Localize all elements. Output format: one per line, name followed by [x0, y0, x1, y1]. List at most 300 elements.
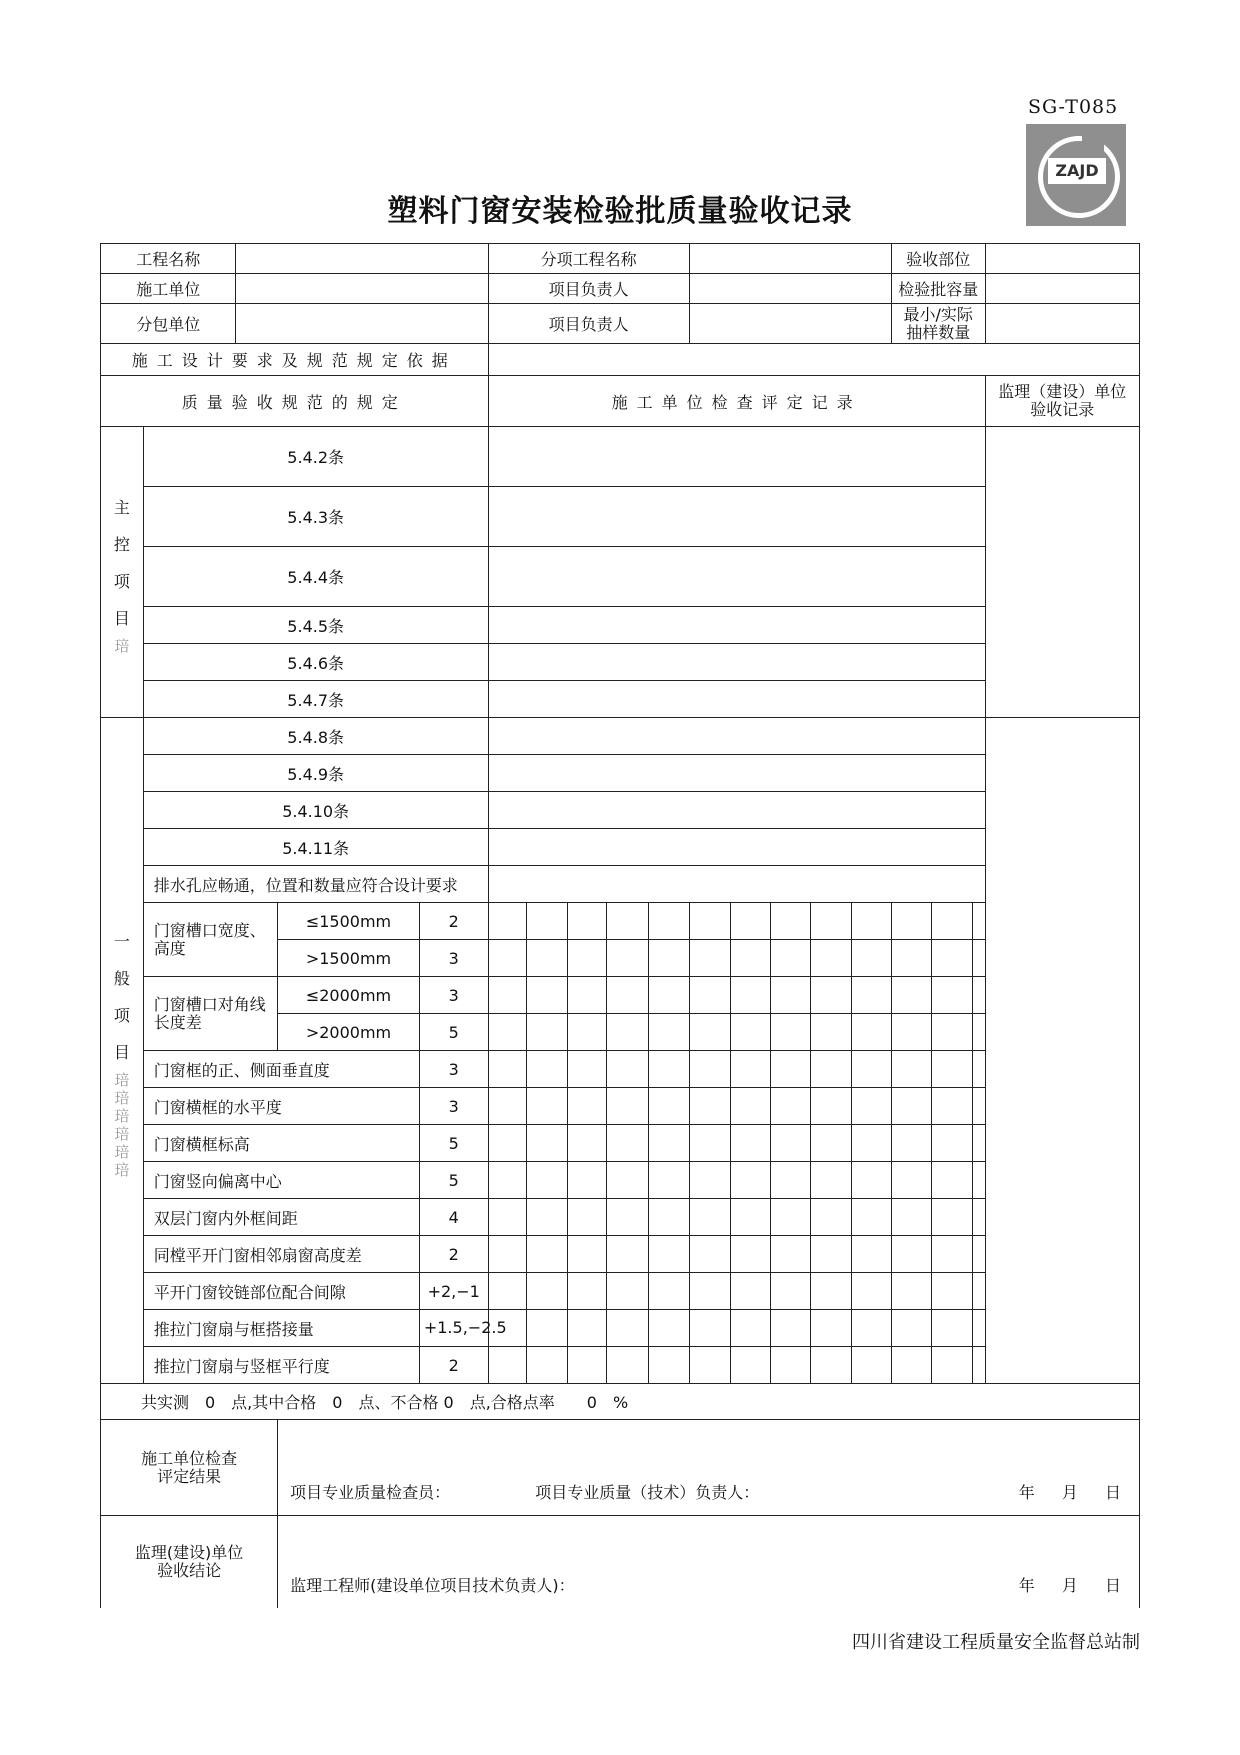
- measure-cell[interactable]: [810, 940, 852, 977]
- general-label-glyph: 琣: [114, 1088, 130, 1107]
- measure-cell[interactable]: [488, 1273, 527, 1310]
- measure-cell[interactable]: [932, 1347, 973, 1384]
- measured-item: 门窗横框的水平度: [143, 1088, 419, 1125]
- measure-cell[interactable]: [649, 1273, 690, 1310]
- summary-row: [101, 1384, 1140, 1420]
- footer-issuer: 四川省建设工程质量安全监督总站制: [852, 1632, 1140, 1653]
- supervisor-eval-content[interactable]: [278, 1516, 1140, 1608]
- measure-cell[interactable]: [770, 1088, 810, 1125]
- general-item-row: [101, 829, 1140, 866]
- measure-cell[interactable]: [932, 940, 973, 977]
- general-item-row: [101, 755, 1140, 792]
- measure-cell[interactable]: [689, 1051, 731, 1088]
- construction-eval-label-1: 施工单位检查: [141, 1448, 238, 1468]
- measure-cell[interactable]: [852, 903, 892, 940]
- measure-cell[interactable]: [649, 1310, 690, 1347]
- general-label-glyph: 琣: [114, 1106, 130, 1125]
- measure-cell[interactable]: [891, 1162, 932, 1199]
- spec-column-header: 质量验收规范的规定: [101, 376, 489, 427]
- measure-cell[interactable]: [649, 903, 690, 940]
- measure-cell[interactable]: [973, 1310, 986, 1347]
- main-item-row: [101, 644, 1140, 681]
- measure-cell[interactable]: [527, 1236, 568, 1273]
- measure-cell[interactable]: [607, 903, 649, 940]
- measure-cell[interactable]: [891, 977, 932, 1014]
- measure-cell[interactable]: [810, 1014, 852, 1051]
- measure-cell[interactable]: [527, 1088, 568, 1125]
- tolerance-value: +1.5,−2.5: [419, 1310, 488, 1347]
- measure-cell[interactable]: [810, 1347, 852, 1384]
- measure-cell[interactable]: [852, 940, 892, 977]
- measure-cell[interactable]: [689, 1162, 731, 1199]
- measure-cell[interactable]: [689, 1014, 731, 1051]
- batch-capacity-label: 检验批容量: [891, 274, 985, 304]
- measure-cell[interactable]: [527, 1199, 568, 1236]
- main-item-row: [101, 607, 1140, 644]
- measure-cell[interactable]: [852, 977, 892, 1014]
- measure-cell[interactable]: [567, 1199, 607, 1236]
- main-item-clause: 5.4.3条: [143, 487, 488, 547]
- sample-count-label: [891, 304, 985, 344]
- measure-cell[interactable]: [731, 1273, 771, 1310]
- measure-cell[interactable]: [527, 1310, 568, 1347]
- measure-cell[interactable]: [649, 940, 690, 977]
- main-item-record[interactable]: [488, 681, 985, 718]
- measure-cell[interactable]: [488, 1199, 527, 1236]
- measure-cell[interactable]: [770, 1162, 810, 1199]
- measure-cell[interactable]: [731, 1051, 771, 1088]
- project-name-value[interactable]: [236, 244, 488, 274]
- measure-cell[interactable]: [770, 1051, 810, 1088]
- general-item-clause: 5.4.8条: [143, 718, 488, 755]
- general-item-clause: 5.4.11条: [143, 829, 488, 866]
- measure-cell[interactable]: [527, 940, 568, 977]
- measure-cell[interactable]: [852, 1236, 892, 1273]
- measure-cell[interactable]: [852, 1051, 892, 1088]
- tolerance-value: 4: [419, 1199, 488, 1236]
- measure-cell[interactable]: [932, 1125, 973, 1162]
- measure-cell[interactable]: [649, 1125, 690, 1162]
- measure-cell[interactable]: [973, 1273, 986, 1310]
- batch-capacity-value[interactable]: [985, 274, 1139, 304]
- range-label: ≤2000mm: [278, 977, 420, 1014]
- measure-cell[interactable]: [689, 977, 731, 1014]
- measure-cell[interactable]: [731, 977, 771, 1014]
- measure-cell[interactable]: [488, 1236, 527, 1273]
- groove-width-label: 门窗槽口宽度、高度: [143, 903, 277, 977]
- main-item-clause: 5.4.4条: [143, 547, 488, 607]
- measure-cell[interactable]: [649, 1088, 690, 1125]
- measure-cell[interactable]: [527, 1051, 568, 1088]
- general-item-clause: 5.4.10条: [143, 792, 488, 829]
- measure-cell[interactable]: [891, 1236, 932, 1273]
- measure-cell[interactable]: [973, 940, 986, 977]
- measured-row: [101, 1199, 1140, 1236]
- measure-cell[interactable]: [649, 1014, 690, 1051]
- measure-cell[interactable]: [649, 1347, 690, 1384]
- tolerance-value: +2,−1: [419, 1273, 488, 1310]
- measure-cell[interactable]: [689, 1347, 731, 1384]
- measured-row: [101, 1236, 1140, 1273]
- measure-cell[interactable]: [932, 1162, 973, 1199]
- measure-cell[interactable]: [810, 1051, 852, 1088]
- measure-cell[interactable]: [770, 1014, 810, 1051]
- measure-cell[interactable]: [770, 1199, 810, 1236]
- measure-cell[interactable]: [527, 1347, 568, 1384]
- acceptance-form: [100, 243, 1140, 1608]
- measure-cell[interactable]: [607, 1236, 649, 1273]
- main-item-clause: 5.4.6条: [143, 644, 488, 681]
- document-code: SG-T085: [1028, 96, 1119, 118]
- project-manager-value[interactable]: [689, 274, 891, 304]
- measure-cell[interactable]: [973, 903, 986, 940]
- measure-cell[interactable]: [567, 977, 607, 1014]
- measured-item: 推拉门窗扇与竖框平行度: [143, 1347, 419, 1384]
- measure-cell[interactable]: [973, 1125, 986, 1162]
- tolerance-value: 3: [419, 977, 488, 1014]
- measure-cell[interactable]: [567, 1347, 607, 1384]
- measure-cell[interactable]: [607, 1051, 649, 1088]
- measure-cell[interactable]: [770, 940, 810, 977]
- measure-cell[interactable]: [527, 1014, 568, 1051]
- measure-cell[interactable]: [689, 940, 731, 977]
- measure-cell[interactable]: [932, 1014, 973, 1051]
- project-manager-label: 项目负责人: [488, 274, 689, 304]
- measure-cell[interactable]: [607, 1310, 649, 1347]
- measure-cell[interactable]: [973, 1162, 986, 1199]
- general-label-char: 项: [113, 1005, 130, 1025]
- measure-cell[interactable]: [810, 1162, 852, 1199]
- measure-cell[interactable]: [649, 977, 690, 1014]
- tolerance-value: 2: [419, 903, 488, 940]
- sub-project-value[interactable]: [689, 244, 891, 274]
- groove-diagonal-label: 门窗槽口对角线长度差: [143, 977, 277, 1051]
- measure-cell[interactable]: [649, 1051, 690, 1088]
- general-item-record[interactable]: [488, 792, 985, 829]
- measure-cell[interactable]: [689, 903, 731, 940]
- measure-cell[interactable]: [852, 1310, 892, 1347]
- page-title: 塑料门窗安装检验批质量验收记录: [387, 194, 853, 229]
- main-item-record[interactable]: [488, 607, 985, 644]
- tolerance-value: 3: [419, 1051, 488, 1088]
- measure-cell[interactable]: [567, 1310, 607, 1347]
- measure-cell[interactable]: [810, 1088, 852, 1125]
- measure-cell[interactable]: [607, 977, 649, 1014]
- measured-row: [101, 1051, 1140, 1088]
- measure-cell[interactable]: [488, 1051, 527, 1088]
- measured-row: [101, 977, 1140, 1014]
- year-label: 年: [1018, 1575, 1035, 1595]
- measure-cell[interactable]: [852, 1088, 892, 1125]
- supervisor-header-line-2: 验收记录: [1030, 400, 1095, 419]
- drain-requirement: 排水孔应畅通，位置和数量应符合设计要求: [143, 866, 488, 903]
- general-item-clause: 5.4.9条: [143, 755, 488, 792]
- measured-item: 推拉门窗扇与框搭接量: [143, 1310, 419, 1347]
- measure-cell[interactable]: [527, 1162, 568, 1199]
- main-label-char: 项: [113, 572, 130, 591]
- measure-cell[interactable]: [649, 1199, 690, 1236]
- measure-cell[interactable]: [689, 1236, 731, 1273]
- tolerance-value: 5: [419, 1162, 488, 1199]
- measure-cell[interactable]: [488, 1347, 527, 1384]
- general-supervisor-record[interactable]: [985, 718, 1139, 1384]
- supervisor-header-line-1: 监理（建设）单位: [998, 382, 1127, 401]
- measure-cell[interactable]: [527, 903, 568, 940]
- tech-lead-label: 项目专业质量（技术）负责人：: [535, 1483, 760, 1502]
- project-manager-label-2: 项目负责人: [488, 304, 689, 344]
- measure-cell[interactable]: [891, 1088, 932, 1125]
- measure-cell[interactable]: [810, 1310, 852, 1347]
- measure-cell[interactable]: [932, 903, 973, 940]
- measure-cell[interactable]: [932, 1088, 973, 1125]
- measure-cell[interactable]: [973, 1014, 986, 1051]
- project-manager-value-2[interactable]: [689, 304, 891, 344]
- measure-cell[interactable]: [891, 903, 932, 940]
- measure-cell[interactable]: [731, 1236, 771, 1273]
- measure-cell[interactable]: [567, 1162, 607, 1199]
- construction-unit-label: 施工单位: [101, 274, 236, 304]
- sub-contractor-value[interactable]: [236, 304, 488, 344]
- general-item-row: [101, 866, 1140, 903]
- measure-cell[interactable]: [607, 1088, 649, 1125]
- measure-cell[interactable]: [810, 1273, 852, 1310]
- main-supervisor-record[interactable]: [985, 427, 1139, 718]
- measure-cell[interactable]: [567, 903, 607, 940]
- general-item-record[interactable]: [488, 829, 985, 866]
- sub-project-label: 分项工程名称: [488, 244, 689, 274]
- measure-cell[interactable]: [810, 977, 852, 1014]
- measure-cell[interactable]: [891, 1310, 932, 1347]
- measured-item: 门窗框的正、侧面垂直度: [143, 1051, 419, 1088]
- general-label-glyph: 琣: [114, 1160, 130, 1179]
- column-header-row: [101, 376, 1140, 427]
- main-item-record[interactable]: [488, 547, 985, 607]
- measure-cell[interactable]: [770, 1310, 810, 1347]
- tolerance-value: 2: [419, 1236, 488, 1273]
- supervisor-column-header: [985, 376, 1139, 427]
- tolerance-value: 5: [419, 1125, 488, 1162]
- measure-cell[interactable]: [852, 1125, 892, 1162]
- measure-cell[interactable]: [973, 1236, 986, 1273]
- measure-cell[interactable]: [852, 1347, 892, 1384]
- measure-cell[interactable]: [932, 977, 973, 1014]
- measure-cell[interactable]: [770, 1273, 810, 1310]
- main-item-record[interactable]: [488, 487, 985, 547]
- general-item-row: [101, 718, 1140, 755]
- measure-cell[interactable]: [567, 1273, 607, 1310]
- measure-cell[interactable]: [852, 1014, 892, 1051]
- supervisor-eval-label-1: 监理(建设)单位: [134, 1542, 244, 1562]
- measure-cell[interactable]: [689, 1125, 731, 1162]
- month-label: 月: [1061, 1483, 1078, 1502]
- main-label-glyph: 琣: [114, 637, 130, 655]
- measure-cell[interactable]: [932, 1236, 973, 1273]
- measure-cell[interactable]: [649, 1236, 690, 1273]
- general-item-record[interactable]: [488, 755, 985, 792]
- measure-cell[interactable]: [488, 1162, 527, 1199]
- measure-cell[interactable]: [731, 1347, 771, 1384]
- main-item-clause: 5.4.7条: [143, 681, 488, 718]
- measure-cell[interactable]: [731, 1199, 771, 1236]
- measured-item: 同樘平开门窗相邻扇窗高度差: [143, 1236, 419, 1273]
- construction-unit-value[interactable]: [236, 274, 488, 304]
- measure-cell[interactable]: [770, 903, 810, 940]
- supervisor-eval-row: [101, 1516, 1140, 1608]
- measure-cell[interactable]: [607, 1273, 649, 1310]
- measure-cell[interactable]: [973, 1347, 986, 1384]
- measure-cell[interactable]: [689, 1199, 731, 1236]
- measure-cell[interactable]: [973, 977, 986, 1014]
- measure-cell[interactable]: [770, 977, 810, 1014]
- measure-cell[interactable]: [689, 1088, 731, 1125]
- measure-cell[interactable]: [852, 1162, 892, 1199]
- measure-cell[interactable]: [607, 1125, 649, 1162]
- general-label-glyph: 琣: [114, 1124, 130, 1143]
- general-label-glyph: 琣: [114, 1142, 130, 1161]
- measure-cell[interactable]: [488, 977, 527, 1014]
- measure-cell[interactable]: [731, 903, 771, 940]
- construction-eval-content[interactable]: [278, 1420, 1140, 1516]
- sample-count-value[interactable]: [985, 304, 1139, 344]
- header-row-2: [101, 274, 1140, 304]
- basis-label: 施工设计要求及规范规定依据: [101, 344, 489, 376]
- supervisor-eval-label-2: 验收结论: [157, 1560, 222, 1580]
- measure-cell[interactable]: [731, 1162, 771, 1199]
- main-item-row: [101, 547, 1140, 607]
- measure-cell[interactable]: [689, 1310, 731, 1347]
- measure-cell[interactable]: [731, 1014, 771, 1051]
- measure-cell[interactable]: [891, 1051, 932, 1088]
- measure-cell[interactable]: [731, 1088, 771, 1125]
- range-label: >1500mm: [278, 940, 420, 977]
- main-label-char: 目: [113, 609, 130, 628]
- sample-label-line-1: 最小/实际: [903, 304, 973, 324]
- measure-cell[interactable]: [891, 1125, 932, 1162]
- measure-cell[interactable]: [731, 940, 771, 977]
- engineer-label: 监理工程师(建设单位项目技术负责人)：: [290, 1575, 575, 1595]
- main-item-record[interactable]: [488, 427, 985, 487]
- measure-cell[interactable]: [810, 1236, 852, 1273]
- acceptance-part-value[interactable]: [985, 244, 1139, 274]
- construction-eval-label: [101, 1420, 278, 1516]
- measured-row: [101, 1162, 1140, 1199]
- measure-cell[interactable]: [567, 1051, 607, 1088]
- measure-cell[interactable]: [607, 940, 649, 977]
- record-column-header: 施工单位检查评定记录: [488, 376, 985, 427]
- basis-row: [101, 344, 1140, 376]
- measure-cell[interactable]: [607, 1347, 649, 1384]
- supervisor-date: [997, 1573, 1121, 1596]
- measure-cell[interactable]: [488, 903, 527, 940]
- logo-text: ZAJD: [1048, 158, 1106, 184]
- measured-item: 门窗横框标高: [143, 1125, 419, 1162]
- general-item-record[interactable]: [488, 718, 985, 755]
- measure-cell[interactable]: [567, 940, 607, 977]
- main-item-record[interactable]: [488, 644, 985, 681]
- tolerance-value: 2: [419, 1347, 488, 1384]
- header-row-3: [101, 304, 1140, 344]
- measured-row: [101, 1273, 1140, 1310]
- project-name-label: 工程名称: [101, 244, 236, 274]
- tolerance-value: 5: [419, 1014, 488, 1051]
- measure-cell[interactable]: [973, 1051, 986, 1088]
- measure-cell[interactable]: [527, 977, 568, 1014]
- sub-contractor-label: 分包单位: [101, 304, 236, 344]
- construction-eval-row: [101, 1420, 1140, 1516]
- measure-cell[interactable]: [932, 1051, 973, 1088]
- measure-cell[interactable]: [649, 1162, 690, 1199]
- basis-value[interactable]: [488, 344, 1139, 376]
- measure-cell[interactable]: [932, 1310, 973, 1347]
- main-label-char: 主: [113, 498, 130, 517]
- day-label: 日: [1104, 1483, 1121, 1502]
- main-item-row: [101, 487, 1140, 547]
- main-item-clause: 5.4.2条: [143, 427, 488, 487]
- measured-row: [101, 1125, 1140, 1162]
- measure-cell[interactable]: [567, 1125, 607, 1162]
- header-row-1: [101, 244, 1140, 274]
- measure-cell[interactable]: [852, 1273, 892, 1310]
- measured-item: 平开门窗铰链部位配合间隙: [143, 1273, 419, 1310]
- measure-cell[interactable]: [973, 1199, 986, 1236]
- measure-cell[interactable]: [891, 1199, 932, 1236]
- measure-cell[interactable]: [891, 1014, 932, 1051]
- day-label: 日: [1104, 1575, 1121, 1595]
- measure-cell[interactable]: [607, 1199, 649, 1236]
- measure-cell[interactable]: [891, 940, 932, 977]
- measure-cell[interactable]: [932, 1199, 973, 1236]
- measure-cell[interactable]: [932, 1273, 973, 1310]
- inspector-label: 项目专业质量检查员：: [290, 1483, 451, 1502]
- range-label: >2000mm: [278, 1014, 420, 1051]
- measure-cell[interactable]: [567, 1236, 607, 1273]
- measured-row: [101, 1310, 1140, 1347]
- year-label: 年: [1018, 1483, 1035, 1502]
- measure-cell[interactable]: [488, 1088, 527, 1125]
- general-item-record[interactable]: [488, 866, 985, 903]
- measure-cell[interactable]: [567, 1088, 607, 1125]
- measure-cell[interactable]: [527, 1125, 568, 1162]
- acceptance-part-label: 验收部位: [891, 244, 985, 274]
- measure-cell[interactable]: [973, 1088, 986, 1125]
- measure-cell[interactable]: [770, 1236, 810, 1273]
- measure-cell[interactable]: [810, 1125, 852, 1162]
- measure-cell[interactable]: [488, 940, 527, 977]
- measure-cell[interactable]: [852, 1199, 892, 1236]
- main-item-clause: 5.4.5条: [143, 607, 488, 644]
- measure-cell[interactable]: [770, 1347, 810, 1384]
- general-label-char: 般: [113, 968, 130, 988]
- general-item-row: [101, 792, 1140, 829]
- measure-cell[interactable]: [731, 1125, 771, 1162]
- tolerance-value: 3: [419, 940, 488, 977]
- measure-cell[interactable]: [607, 1162, 649, 1199]
- main-item-row: [101, 681, 1140, 718]
- measure-cell[interactable]: [488, 1125, 527, 1162]
- measure-cell[interactable]: [689, 1273, 731, 1310]
- measure-cell[interactable]: [607, 1014, 649, 1051]
- measure-cell[interactable]: [810, 903, 852, 940]
- measure-cell[interactable]: [567, 1014, 607, 1051]
- measure-cell[interactable]: [891, 1347, 932, 1384]
- measure-cell[interactable]: [527, 1273, 568, 1310]
- measure-cell[interactable]: [810, 1199, 852, 1236]
- measure-cell[interactable]: [770, 1125, 810, 1162]
- measure-cell[interactable]: [731, 1310, 771, 1347]
- general-items-label: [101, 718, 144, 1384]
- measure-cell[interactable]: [488, 1014, 527, 1051]
- measure-cell[interactable]: [891, 1273, 932, 1310]
